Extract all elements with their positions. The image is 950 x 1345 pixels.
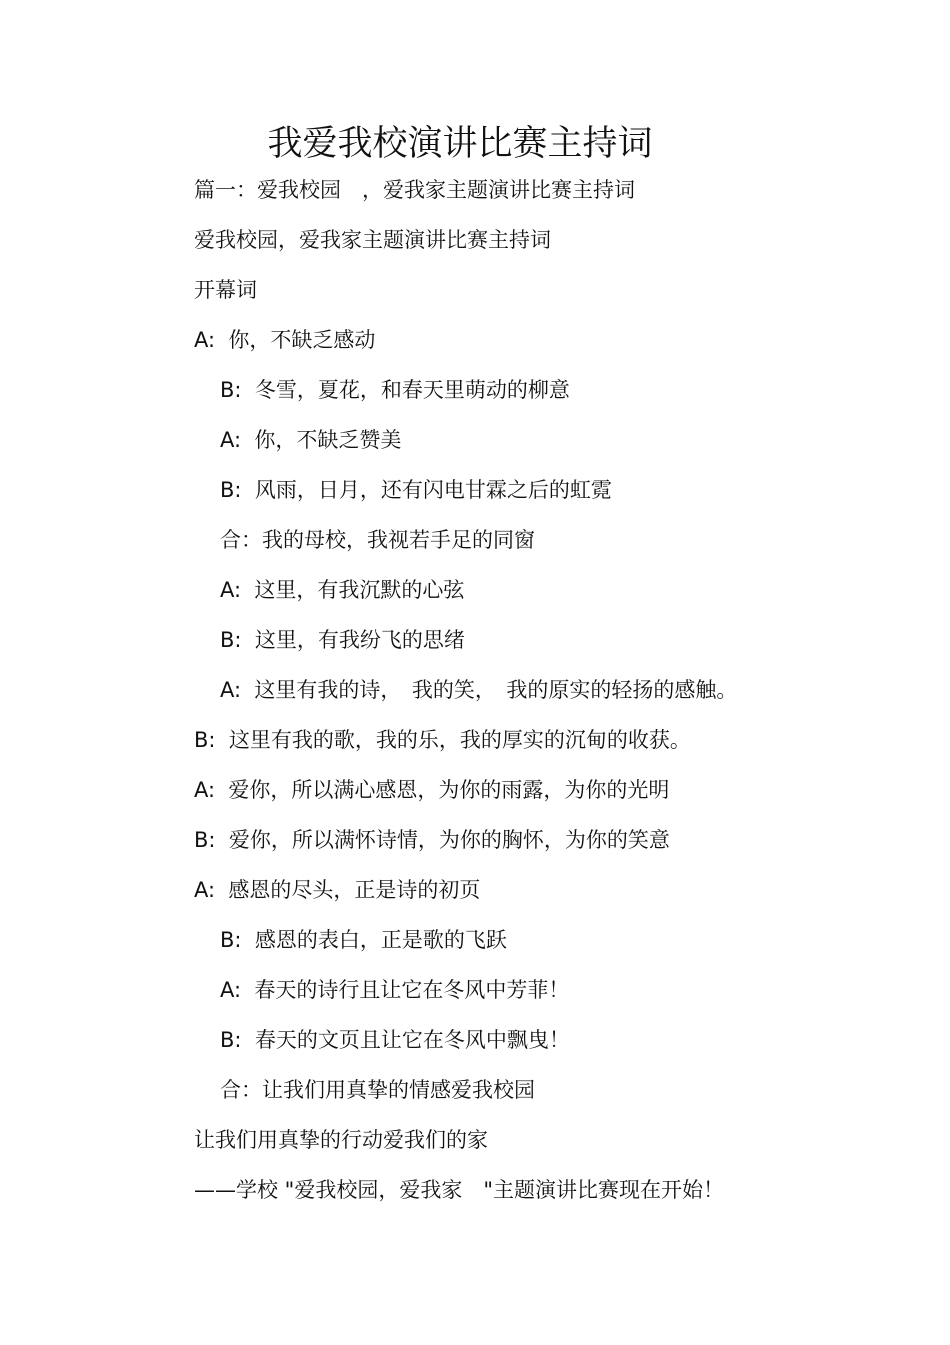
- paragraph-line: 篇一：爱我校园 ，爱我家主题演讲比赛主持词: [194, 178, 635, 202]
- paragraph-line: 合：让我们用真挚的情感爱我校园: [220, 1078, 535, 1102]
- paragraph-line: B: 冬雪，夏花，和春天里萌动的柳意: [220, 378, 570, 402]
- paragraph-line: B: 感恩的表白，正是歌的飞跃: [220, 928, 507, 952]
- paragraph-line: B: 这里有我的歌，我的乐，我的厚实的沉甸的收获。: [194, 728, 691, 752]
- paragraph-line: A: 这里有我的诗， 我的笑， 我的原实的轻扬的感触。: [220, 678, 738, 702]
- paragraph-line: A: 你，不缺乏赞美: [220, 428, 402, 452]
- paragraph-line: B: 风雨，日月，还有闪电甘霖之后的虹霓: [220, 478, 612, 502]
- paragraph-line: A: 感恩的尽头，正是诗的初页: [194, 878, 481, 902]
- paragraph-line: A: 这里，有我沉默的心弦: [220, 578, 465, 602]
- paragraph-line: A: 你，不缺乏感动: [194, 328, 376, 352]
- paragraph-line: B: 春天的文页且让它在冬风中飘曳！: [220, 1028, 570, 1052]
- paragraph-line: B: 爱你，所以满怀诗情，为你的胸怀，为你的笑意: [194, 828, 670, 852]
- paragraph-line: A: 爱你，所以满心感恩，为你的雨露，为你的光明: [194, 778, 670, 802]
- paragraph-line: ——学校 "爱我校园，爱我家 "主题演讲比赛现在开始！: [194, 1178, 724, 1202]
- paragraph-line: A: 春天的诗行且让它在冬风中芳菲！: [220, 978, 570, 1002]
- paragraph-line: B: 这里，有我纷飞的思绪: [220, 628, 465, 652]
- paragraph-line: 让我们用真挚的行动爱我们的家: [194, 1128, 488, 1152]
- paragraph-line: 开幕词: [194, 278, 257, 302]
- paragraph-line: 爱我校园，爱我家主题演讲比赛主持词: [194, 228, 551, 252]
- document-title: 我爱我校演讲比赛主持词: [267, 124, 653, 164]
- paragraph-line: 合：我的母校，我视若手足的同窗: [220, 528, 535, 552]
